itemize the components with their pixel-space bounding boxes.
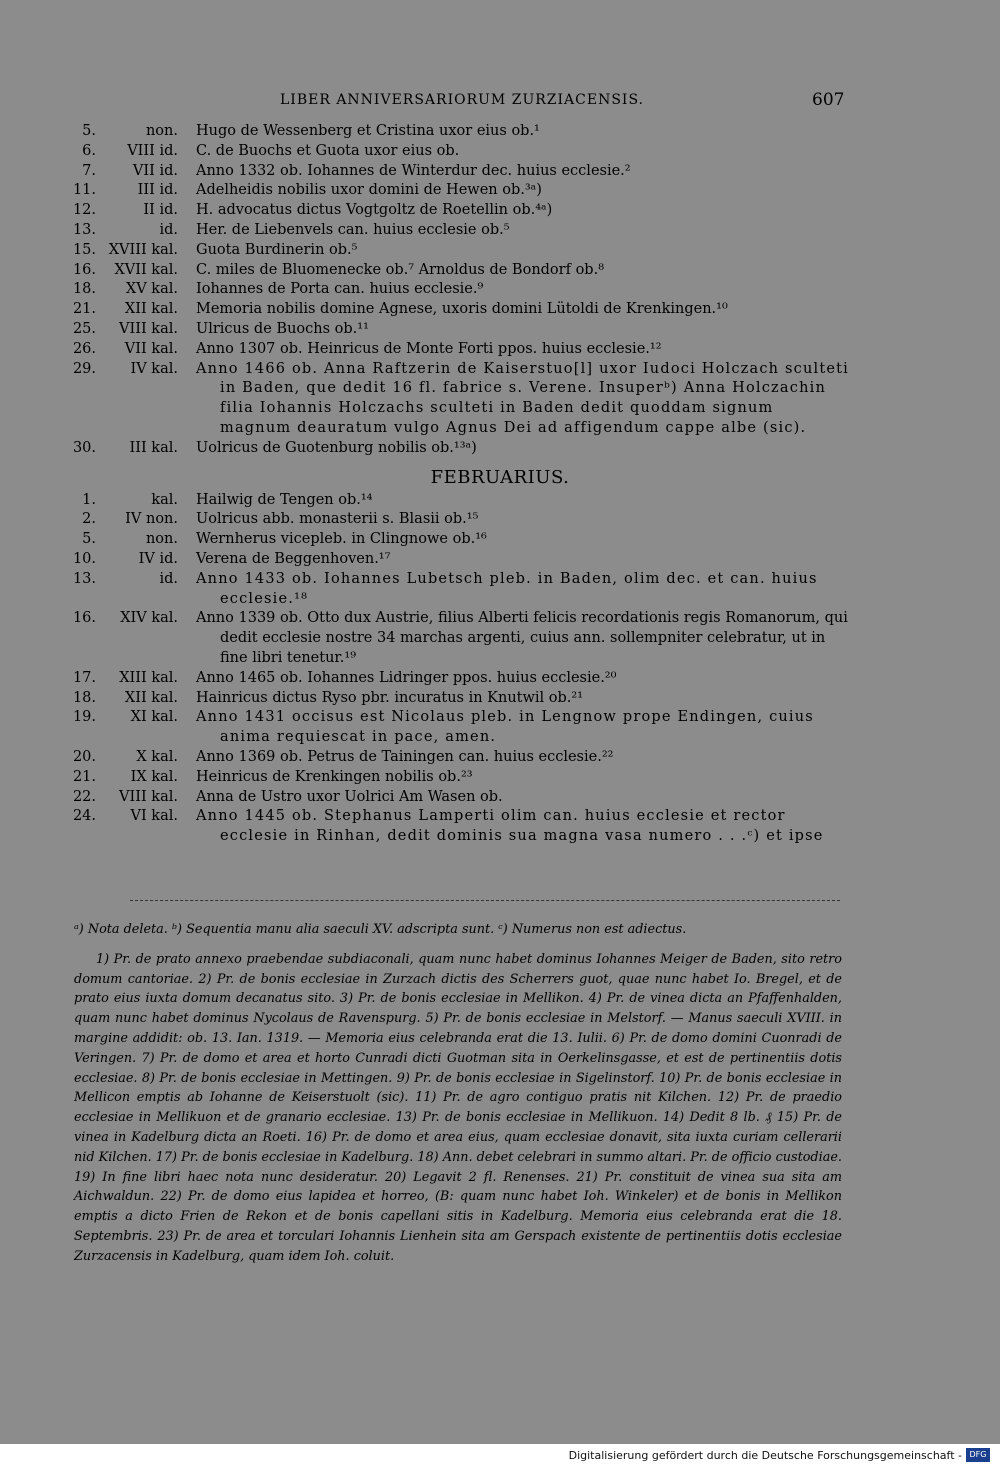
- entry-date: VII kal.: [124, 340, 178, 357]
- entry-text: Verena de Beggenhoven.¹⁷: [196, 550, 391, 567]
- page-header: [0, 92, 1000, 112]
- entry-text: Anna de Ustro uxor Uolrici Am Wasen ob.: [196, 788, 503, 805]
- entry-row: [70, 162, 850, 182]
- entry-row: [70, 241, 850, 261]
- entry-date: XI kal.: [130, 709, 178, 726]
- entry-date: VI kal.: [130, 808, 178, 825]
- footnotes: 1) Pr. de prato annexo praebendae subdiaconali, quam nunc habet dominus Iohannes Meiger de Baden, sito retro domum cantoriae. 2) Pr. de bonis ecclesiae in Zurzach dictis des Scherrers guot, quae nunc habet Io. Bregel, et de prato eius iuxta domum decanatus sito. 3) Pr. de bonis ecclesiae in Mellikon. 4) Pr. de vinea dicta an Pfaffenhalden, quam nunc habet dominus Nycolaus de Ravenspurg. 5) Pr. de bonis ecclesiae in Melstorf. — Manus saeculi XVIII. in margine addidit: ob. 13. Ian. 1319. — Memoria eius celebranda erat die 13. Iulii. 6) Pr. de domo domini Cuonradi de Veringen. 7) Pr. de domo et area et horto Cunradi dicti Guotman sita in Oerkelinsgasse, et est de pertinentiis dotis ecclesiae. 8) Pr. de bonis ecclesiae in Mettingen. 9) Pr. de bonis ecclesiae in Sigelinstorf. 10) Pr. de bonis ecclesiae in Mellicon emptis ab Iohanne de Keiserstuolt (sic). 11) Pr. de agro contiguo pratis nit Kilchen. 12) Pr. de praedio ecclesiae in Mellikuon et de granario ecclesiae. 13) Pr. de bonis ecclesiae in Mellikuon. 14) Dedit 8 lb. ₰ 15) Pr. de vinea in Kadelburg dicta an Roeti. 16) Pr. de domo et area eius, quam ecclesiae donavit, sita iuxta curiam cellerarii nid Kilchen. 17) Pr. de bonis ecclesiae in Kadelburg. 18) Ann. debet celebrari in summo altari. Pr. de officio custodiae. 19) In fine libri haec nota nunc desideratur. 20) Legavit 2 fl. Renenses. 21) Pr. constituit de vinea sua sita am Aichwaldun. 22) Pr. de domo eius lapidea et horreo, (B: quam nunc habet Ioh. Winkeler) et de bonis in Mellikon emptis a dicto Frien de Rekon et de bonis capellani sitis in Kadelburg. Memoria eius celebranda erat die 18. Septembris. 23) Pr. de area et torculari Iohannis Lienhein sita am Gerspach existente de pertinentiis dotis ecclesiae Zurzacensis in Kadelburg, quam idem Ioh. coluit.: [74, 951, 842, 1264]
- entry-day: 16.: [72, 610, 96, 627]
- january-section: [70, 122, 850, 459]
- entry-date: kal.: [151, 491, 178, 508]
- entry-text: Hailwig de Tengen ob.¹⁴: [196, 491, 373, 508]
- month-heading: FEBRUARIUS.: [430, 466, 570, 488]
- entry-day: 5.: [82, 123, 96, 139]
- entry-row: [70, 181, 850, 201]
- entry-text: Uolricus abb. monasterii s. Blasii ob.¹⁵: [196, 511, 479, 528]
- entry-row: [70, 530, 850, 550]
- entry-day: 12.: [72, 202, 96, 219]
- entry-text: Anno 1339 ob. Otto dux Austrie, filius Alberti felicis recordationis regis Romanorum, qui dedit ecclesie nostre 34 marchas argenti, cuius ann. sollempniter celebratur, ut in fine libri tenetur.¹⁹: [196, 610, 848, 666]
- entry-text: Guota Burdinerin ob.⁵: [196, 241, 358, 258]
- dfg-logo: DFG: [966, 1448, 990, 1462]
- entry-row: [70, 122, 850, 142]
- funding-notice: Digitalisierung gefördert durch die Deutsche Forschungsgemeinschaft -: [568, 1449, 962, 1462]
- footer-bar: [0, 1444, 1000, 1468]
- entry-date: id.: [159, 570, 178, 587]
- entry-row: [70, 788, 850, 808]
- entry-date: IV id.: [138, 550, 178, 567]
- entry-text: C. de Buochs et Guota uxor eius ob.: [196, 142, 460, 159]
- entry-text: H. advocatus dictus Vogtgoltz de Roetellin ob.⁴ᵃ): [196, 202, 553, 219]
- entry-date: IV non.: [125, 511, 178, 528]
- entry-text: Anno 1431 occisus est Nicolaus pleb. in Lengnow prope Endingen, cuius anima requiescat in pace, amen.: [196, 709, 814, 746]
- entry-date: XVII kal.: [114, 261, 178, 278]
- february-section: [70, 491, 850, 847]
- entry-day: 10.: [72, 550, 96, 567]
- entry-text: Iohannes de Porta can. huius ecclesie.⁹: [196, 281, 484, 298]
- entry-text: Memoria nobilis domine Agnese, uxoris domini Lütoldi de Krenkingen.¹⁰: [196, 301, 728, 318]
- entry-date: id.: [159, 221, 178, 238]
- entry-day: 11.: [72, 182, 96, 199]
- entry-date: II id.: [143, 202, 178, 219]
- entry-row: [70, 570, 850, 610]
- entry-day: 15.: [72, 241, 96, 258]
- entry-day: 17.: [72, 669, 96, 686]
- entry-text: Hugo de Wessenberg et Cristina uxor eius ob.¹: [196, 123, 540, 139]
- entry-row: [70, 320, 850, 340]
- entry-day: 13.: [72, 221, 96, 238]
- entry-text: Uolricus de Guotenburg nobilis ob.¹³ᵃ): [196, 439, 477, 456]
- entry-text: Anno 1307 ob. Heinricus de Monte Forti ppos. huius ecclesie.¹²: [196, 340, 662, 357]
- entry-date: VIII kal.: [119, 320, 178, 337]
- entry-date: non.: [145, 531, 178, 548]
- running-title: LIBER ANNIVERSARIORUM ZURZIACENSIS.: [280, 92, 644, 108]
- entry-text: Anno 1433 ob. Iohannes Lubetsch pleb. in Baden, olim dec. et can. huius ecclesie.¹⁸: [196, 570, 818, 607]
- entry-row: [70, 280, 850, 300]
- entry-text: Her. de Liebenvels can. huius ecclesie ob.⁵: [196, 221, 510, 238]
- entry-day: 5.: [82, 531, 96, 548]
- entry-row: [70, 708, 850, 748]
- entry-row: [70, 510, 850, 530]
- entry-date: VIII id.: [127, 142, 178, 159]
- entry-day: 26.: [72, 340, 96, 357]
- entry-day: 18.: [72, 689, 96, 706]
- entry-date: XII kal.: [124, 689, 178, 706]
- entry-date: III kal.: [129, 439, 178, 456]
- entry-day: 16.: [72, 261, 96, 278]
- entry-day: 6.: [82, 142, 96, 159]
- entry-day: 24.: [72, 808, 96, 825]
- entry-row: [70, 768, 850, 788]
- entry-row: [70, 142, 850, 162]
- entry-text: Anno 1465 ob. Iohannes Lidringer ppos. huius ecclesie.²⁰: [196, 669, 617, 686]
- entry-date: VIII kal.: [119, 788, 178, 805]
- entry-text: Anno 1369 ob. Petrus de Tainingen can. huius ecclesie.²²: [196, 748, 614, 765]
- entry-text: C. miles de Bluomenecke ob.⁷ Arnoldus de Bondorf ob.⁸: [196, 261, 605, 278]
- entry-day: 13.: [72, 570, 96, 587]
- calendar-entries: [70, 122, 850, 847]
- entry-row: [70, 609, 850, 668]
- entry-day: 2.: [82, 511, 96, 528]
- entry-text: Anno 1445 ob. Stephanus Lamperti olim can. huius ecclesie et rector ecclesie in Rinhan, dedit dominis sua magna vasa numero . . .ᶜ) et ipse: [196, 808, 824, 845]
- entry-row: [70, 300, 850, 320]
- entry-day: 18.: [72, 281, 96, 298]
- entry-date: XV kal.: [125, 281, 178, 298]
- entry-date: XIV kal.: [120, 610, 178, 627]
- entry-day: 21.: [72, 768, 96, 785]
- page-number: 607: [812, 90, 845, 110]
- entry-day: 7.: [82, 162, 96, 179]
- entry-text: Adelheidis nobilis uxor domini de Hewen ob.³ᵃ): [196, 182, 542, 199]
- entry-date: XIII kal.: [119, 669, 178, 686]
- entry-text: Hainricus dictus Ryso pbr. incuratus in Knutwil ob.²¹: [196, 689, 584, 706]
- entry-row: [70, 669, 850, 689]
- entry-day: 19.: [72, 709, 96, 726]
- entry-row: [70, 748, 850, 768]
- separator-rule: [130, 900, 840, 901]
- entry-row: [70, 340, 850, 360]
- notes-section: [74, 920, 842, 1277]
- entry-date: non.: [145, 123, 178, 139]
- entry-day: 21.: [72, 301, 96, 318]
- entry-day: 20.: [72, 748, 96, 765]
- entry-date: IV kal.: [130, 360, 178, 377]
- entry-date: IX kal.: [130, 768, 178, 785]
- entry-row: [70, 491, 850, 511]
- entry-row: [70, 261, 850, 281]
- entry-day: 22.: [72, 788, 96, 805]
- entry-date: XII kal.: [124, 301, 178, 318]
- entry-text: Anno 1332 ob. Iohannes de Winterdur dec. huius ecclesie.²: [196, 162, 631, 179]
- entry-row: [70, 689, 850, 709]
- entry-row: [70, 550, 850, 570]
- entry-date: VII id.: [132, 162, 178, 179]
- entry-row: [70, 201, 850, 221]
- entry-day: 29.: [72, 360, 96, 377]
- entry-row: [70, 439, 850, 459]
- entry-date: III id.: [137, 182, 178, 199]
- entry-text: Heinricus de Krenkingen nobilis ob.²³: [196, 768, 473, 785]
- entry-row: [70, 360, 850, 439]
- entry-text: Wernherus vicepleb. in Clingnowe ob.¹⁶: [196, 531, 487, 548]
- entry-row: [70, 807, 850, 847]
- entry-row: [70, 221, 850, 241]
- entry-day: 30.: [72, 439, 96, 456]
- entry-date: XVIII kal.: [108, 241, 178, 258]
- entry-text: Ulricus de Buochs ob.¹¹: [196, 320, 369, 337]
- entry-day: 1.: [82, 491, 96, 508]
- entry-text: Anno 1466 ob. Anna Raftzerin de Kaiserstuo[l] uxor Iudoci Holczach sculteti in Baden, que dedit 16 fl. fabrice s. Verene. Insuperᵇ) Anna Holczachin filia Iohannis Holczachs sculteti in Baden dedit quoddam signum magnum deauratum vulgo Agnus Dei ad affigendum cappe albe (sic).: [196, 360, 850, 436]
- entry-date: X kal.: [136, 748, 178, 765]
- textual-notes: ᵃ) Nota deleta. ᵇ) Sequentia manu alia saeculi XV. adscripta sunt. ᶜ) Numerus non est adiectus.: [74, 922, 687, 937]
- entry-day: 25.: [72, 320, 96, 337]
